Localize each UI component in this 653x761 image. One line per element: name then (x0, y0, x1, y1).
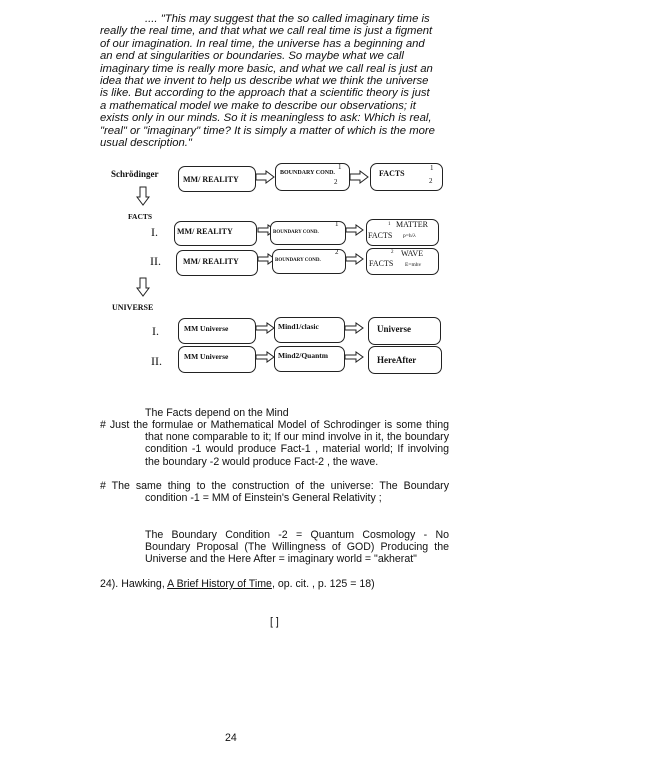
arrow-right-icon (345, 323, 363, 333)
reference-suffix: , op. cit. , p. 125 = 18) (271, 578, 375, 590)
box-label: FACTS (379, 169, 405, 178)
arrow-right-icon (256, 171, 274, 183)
quote-line: .... "This may suggest that the so called imaginary time is (145, 13, 430, 25)
reference-line (100, 578, 449, 590)
arrow-right-icon (346, 225, 363, 235)
box-number: 2 (334, 178, 338, 186)
box-number: 1 (335, 220, 339, 228)
arrow-down-icon (137, 187, 149, 205)
box-label: Universe (377, 324, 411, 334)
schrodinger-label: Schrödinger (111, 169, 159, 179)
hereafter-box (368, 346, 442, 374)
box-number: 1 (430, 164, 434, 172)
facts-depend-line (145, 407, 445, 419)
quote-line: is like. But according to the approach that a scientific theory is just (100, 87, 430, 100)
quote-line: really the real time, and that what we call real time is just a figment (100, 25, 433, 38)
paragraph-3 (100, 529, 449, 566)
roman-numeral: I. (151, 225, 158, 239)
quote-line: imaginary time is really more basic, and what we call real is just an (100, 62, 433, 75)
formula-label: E=mhv (405, 262, 422, 268)
paragraph-1 (100, 419, 449, 468)
quote-line: a mathematical model we make to describe our observations; it (100, 99, 416, 112)
box-label: Mind1/clasic (278, 322, 319, 331)
facts-section-label: FACTS (128, 212, 153, 221)
mind1-box (274, 317, 345, 343)
facts-label: FACTS (368, 231, 393, 240)
arrow-right-icon (345, 352, 363, 362)
boundary-cond-box (272, 249, 346, 274)
facts-wave-box (366, 248, 439, 275)
box-number: 2 (335, 248, 339, 256)
universe-box (368, 317, 441, 345)
mm-reality-box (176, 250, 258, 276)
mm-reality-box (174, 221, 257, 246)
mm-reality-box (178, 166, 256, 192)
quote-line: exists only in our minds. So it is meaningless to ask: Which is real, (100, 112, 432, 125)
matter-label: MATTER (396, 220, 428, 229)
box-label: BOUNDARY COND. (280, 170, 335, 176)
quote-line: of our imagination. In real time, the universe has a beginning and (100, 37, 425, 50)
facts-box (370, 163, 443, 191)
box-label: MM Universe (184, 352, 229, 361)
quote-line: "real" or "imaginary" time? It is simply a matter of which is the more (100, 124, 435, 137)
quote-line: an end at singularities or boundaries. So maybe what we call (100, 50, 404, 63)
arrow-right-icon (346, 254, 363, 264)
arrow-right-icon (256, 323, 274, 333)
universe-section-label: UNIVERSE (112, 303, 154, 312)
boundary-cond-box (270, 221, 346, 245)
mind2-box (274, 346, 345, 372)
box-label: HereAfter (377, 355, 417, 365)
mm-universe-box (178, 346, 256, 373)
box-number: 2 (429, 177, 433, 185)
box-number: 2 (391, 250, 394, 255)
box-label: MM/ REALITY (177, 227, 233, 236)
quote-line: idea that we invent to help us describe what we think the universe (100, 75, 429, 88)
box-label: MM/ REALITY (183, 257, 239, 266)
page-number: 24 (225, 732, 237, 744)
roman-numeral: II. (150, 254, 161, 268)
box-number: 1 (338, 163, 342, 171)
bracket-mark: [ ] (270, 616, 279, 628)
paragraph-1-text: # Just the formulae or Mathematical Model of Schrodinger is some thing that none comparable to it; If our mind involve in it, the boundary condition -1 would produce Fact-1 , material world; If involving the boundary -2 would produce Fact-2 , the wave. (100, 419, 449, 468)
paragraph-2 (100, 480, 449, 504)
wave-label: WAVE (401, 249, 424, 258)
box-label: MM Universe (184, 324, 229, 333)
arrow-down-icon (137, 278, 149, 296)
boundary-cond-box (275, 163, 350, 191)
reference-title: A Brief History of Time (167, 578, 272, 590)
reference-prefix: 24). Hawking, (100, 578, 168, 590)
arrow-right-icon (350, 171, 368, 183)
facts-label: FACTS (369, 259, 394, 268)
arrow-right-icon (256, 352, 274, 362)
box-label: MM/ REALITY (183, 175, 239, 184)
facts-depend-text: The Facts depend on the Mind (145, 407, 289, 419)
roman-numeral: II. (151, 354, 162, 368)
box-label: Mind2/Quantm (278, 351, 329, 360)
paragraph-2-text: # The same thing to the construction of the universe: The Boundary condition -1 = MM of Einstein's General Relativity ; (100, 480, 449, 505)
facts-matter-box (366, 219, 439, 246)
quote-line: usual description." (100, 137, 192, 150)
box-label: BOUNDARY COND. (273, 230, 319, 235)
roman-numeral: I. (152, 324, 159, 338)
box-number: 1 (388, 222, 391, 227)
paragraph-3-span: The Boundary Condition -2 = Quantum Cosmology - No Boundary Proposal (The Willingness of GOD) Producing the Universe and the Here After = imaginary world = "akherat" (145, 529, 449, 566)
mm-universe-box (178, 318, 256, 344)
paragraph-3-text (100, 529, 449, 566)
formula-label: p=h/λ (403, 233, 416, 239)
box-label: BOUNDARY COND. (275, 258, 321, 263)
